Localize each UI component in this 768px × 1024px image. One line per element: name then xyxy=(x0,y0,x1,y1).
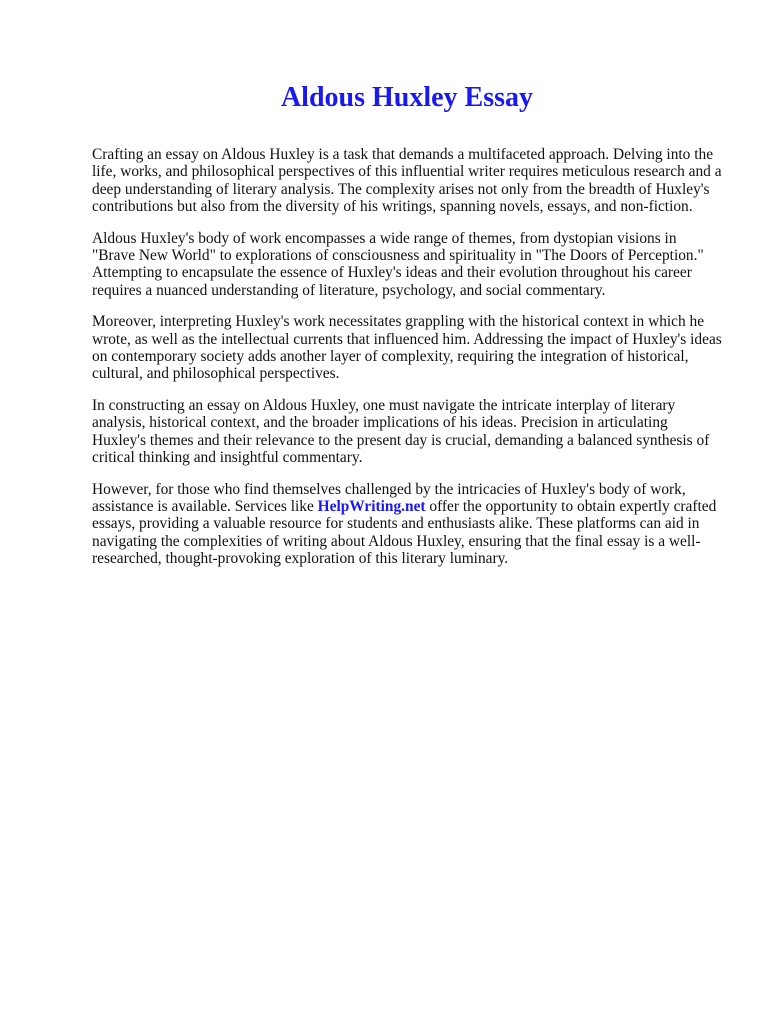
essay-paragraph-3: Moreover, interpreting Huxley's work necessitates grappling with the historical context in which he wrote, as well as the intellectual currents that influenced him. Addressing the impact of Huxley's ideas on contemporary society adds another layer of complexity, requiring the integration of historical, cultural, and philosophical perspectives. xyxy=(92,313,722,383)
essay-paragraph-5 xyxy=(92,481,722,568)
paragraph-5-text-after-link: offer the opportunity to obtain expertly crafted essays, providing a valuable resource for students and enthusiasts alike. These platforms can aid in navigating the complexities of writing about Aldous Huxley, ensuring that the final essay is a well-researched, thought-provoking exploration of this literary luminary. xyxy=(92,497,717,568)
paragraph-5-text-before-link: However, for those who find themselves challenged by the intricacies of Huxley's body of work, assistance is available. Services like xyxy=(92,480,686,515)
essay-paragraph-1: Crafting an essay on Aldous Huxley is a task that demands a multifaceted approach. Delving into the life, works, and philosophical perspectives of this influential writer requires meticulous research and a deep understanding of literary analysis. The complexity arises not only from the breadth of Huxley's contributions but also from the diversity of his writings, spanning novels, essays, and non-fiction. xyxy=(92,146,722,216)
essay-paragraph-4: In constructing an essay on Aldous Huxley, one must navigate the intricate interplay of literary analysis, historical context, and the broader implications of his ideas. Precision in articulating Huxley's themes and their relevance to the present day is crucial, demanding a balanced synthesis of critical thinking and insightful commentary. xyxy=(92,396,710,467)
page-title: Aldous Huxley Essay xyxy=(280,82,534,113)
essay-body xyxy=(92,146,722,582)
helpwriting-link[interactable]: HelpWriting.net xyxy=(317,497,426,515)
essay-paragraph-2: Aldous Huxley's body of work encompasses a wide range of themes, from dystopian visions in "Brave New World" to explorations of consciousness and spirituality in "The Doors of Perception." Attempting to encapsulate the essence of Huxley's ideas and their evolution throughout his career requires a nuanced understanding of literature, psychology, and social commentary. xyxy=(92,229,704,299)
